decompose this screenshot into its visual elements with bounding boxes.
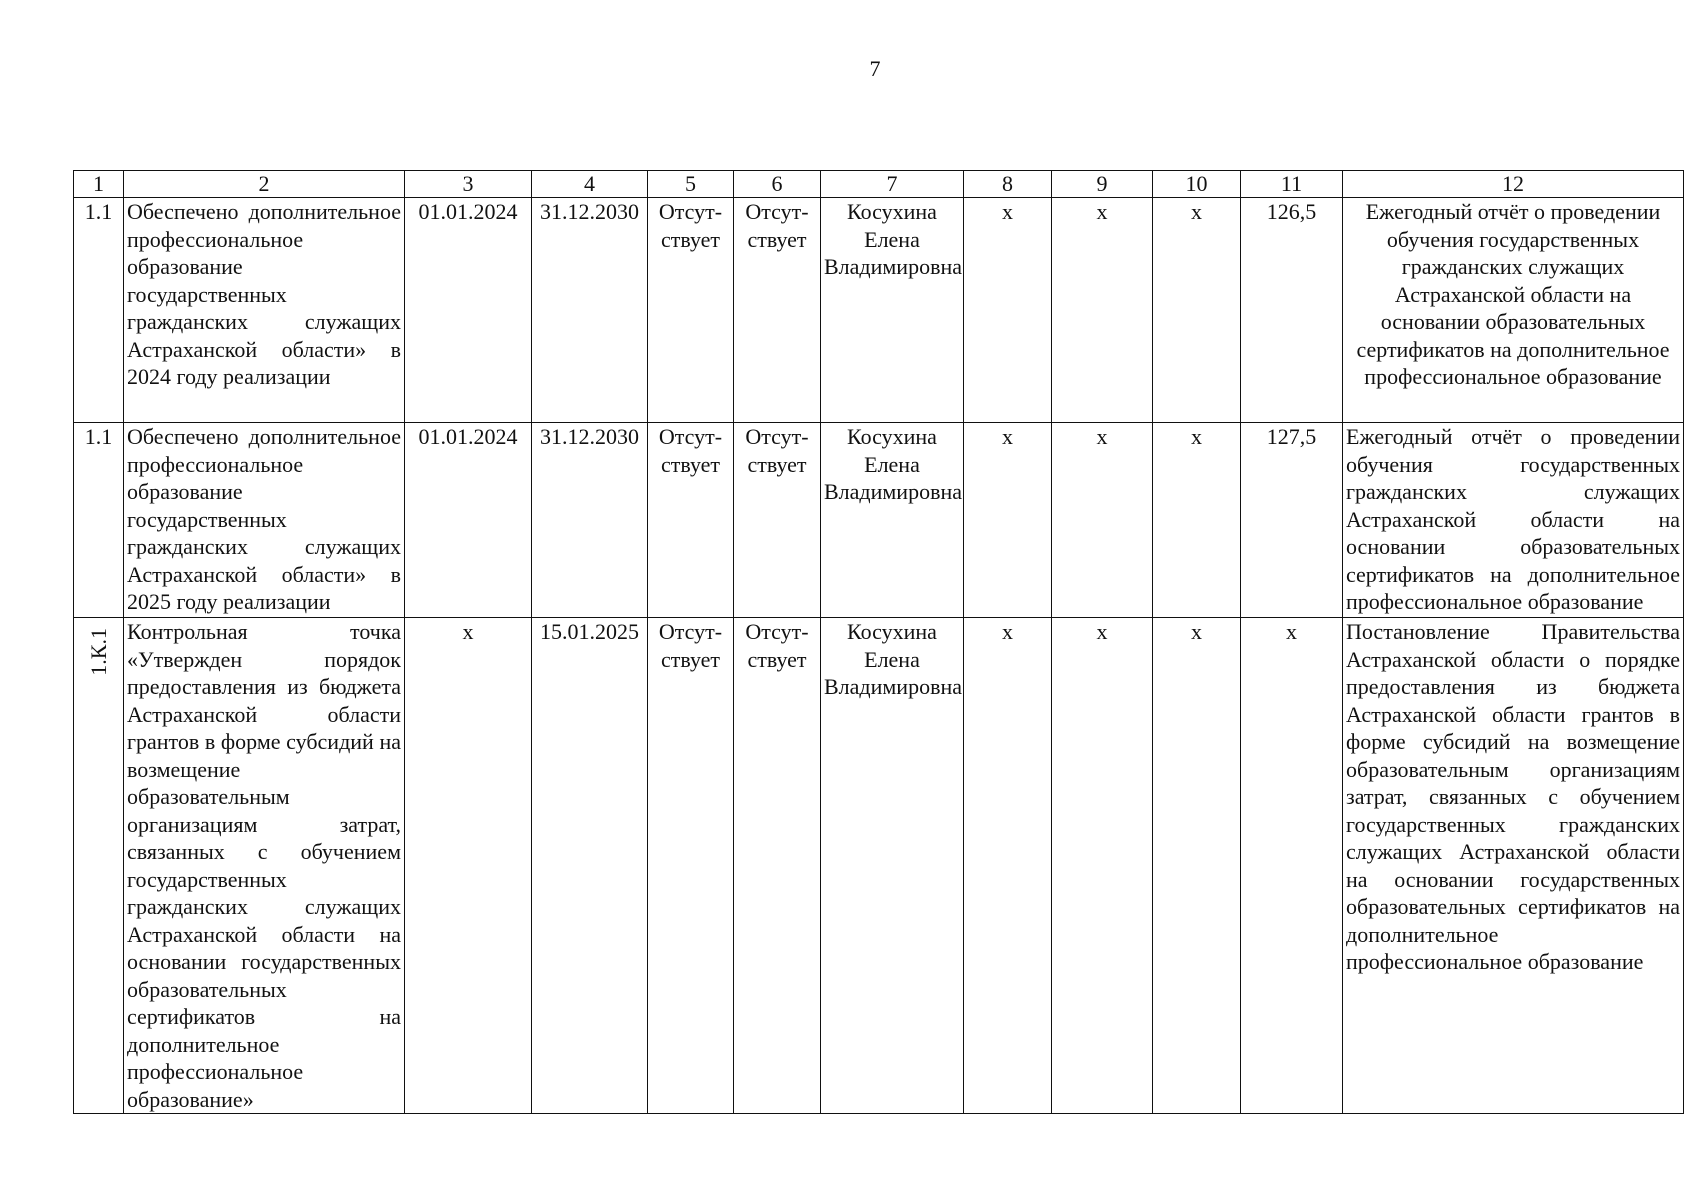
start-date: 01.01.2024: [405, 423, 532, 618]
col8-value: х: [964, 198, 1052, 423]
table-row: [74, 198, 1684, 423]
column-header: 4: [532, 171, 648, 198]
row-description: Обеспечено дополнительное профессиональное образование государственных гражданских служащих Астраханской области» в 2024 году реализации: [124, 198, 405, 423]
end-date: 15.01.2025: [532, 618, 648, 1114]
col5-value: Отсут- ствует: [648, 423, 734, 618]
col8-value: х: [964, 618, 1052, 1114]
table-row: [74, 423, 1684, 618]
result-document: Постановление Правительства Астраханской области о порядке предоставления из бюджета Астраханской области грантов в форме субсидий на возмещение образовательным организациям затрат, связанных с обучением государственных гражданских служащих Астраханской области на основании государственных образовательных сертификатов на дополнительное профессиональное образование: [1343, 618, 1684, 1114]
page-number: 7: [869, 56, 881, 81]
col11-value: х: [1241, 618, 1343, 1114]
col5-value: Отсут- ствует: [648, 618, 734, 1114]
col6-value: Отсут- ствует: [734, 618, 821, 1114]
column-header: 2: [124, 171, 405, 198]
start-date: х: [405, 618, 532, 1114]
column-header: 7: [821, 171, 964, 198]
column-header: 5: [648, 171, 734, 198]
col11-value: 126,5: [1241, 198, 1343, 423]
col9-value: х: [1052, 198, 1153, 423]
row-number: 1.1: [74, 423, 124, 618]
column-header: 11: [1241, 171, 1343, 198]
column-header: 1: [74, 171, 124, 198]
col6-value: Отсут- ствует: [734, 423, 821, 618]
responsible-person: Косухина Елена Владимировна: [821, 423, 964, 618]
end-date: 31.12.2030: [532, 423, 648, 618]
row-description: Контрольная точка «Утвержден порядок предоставления из бюджета Астраханской области грантов в форме субсидий на возмещение образовательным организациям затрат, связанных с обучением государственных гражданских служащих Астраханской области на основании государственных образовательных сертификатов на дополнительное профессиональное образование»: [124, 618, 405, 1114]
col10-value: х: [1153, 198, 1241, 423]
start-date: 01.01.2024: [405, 198, 532, 423]
row-number: 1.1: [74, 198, 124, 423]
header-row: [74, 171, 1684, 198]
col10-value: х: [1153, 618, 1241, 1114]
col9-value: х: [1052, 423, 1153, 618]
col8-value: х: [964, 423, 1052, 618]
column-header: 3: [405, 171, 532, 198]
end-date: 31.12.2030: [532, 198, 648, 423]
column-header: 8: [964, 171, 1052, 198]
row-number: 1.К.1: [85, 628, 111, 676]
column-header: 12: [1343, 171, 1684, 198]
row-description: Обеспечено дополнительное профессиональное образование государственных гражданских служащих Астраханской области» в 2025 году реализации: [124, 423, 405, 618]
responsible-person: Косухина Елена Владимировна: [821, 618, 964, 1114]
table-row: [74, 618, 1684, 1114]
result-document: Ежегодный отчёт о проведении обучения государственных гражданских служащих Астраханской области на основании образовательных сертификатов на дополнительное профессиональное образование: [1343, 423, 1684, 618]
row-number-cell: [74, 618, 124, 1114]
responsible-person: Косухина Елена Владимировна: [821, 198, 964, 423]
col9-value: х: [1052, 618, 1153, 1114]
column-header: 9: [1052, 171, 1153, 198]
col5-value: Отсут- ствует: [648, 198, 734, 423]
col10-value: х: [1153, 423, 1241, 618]
result-document: Ежегодный отчёт о проведении обучения государственных гражданских служащих Астраханской области на основании образовательных сертификатов на дополнительное профессиональное образование: [1343, 198, 1684, 423]
data-table: [73, 170, 1684, 1114]
col6-value: Отсут- ствует: [734, 198, 821, 423]
col11-value: 127,5: [1241, 423, 1343, 618]
column-header: 10: [1153, 171, 1241, 198]
column-header: 6: [734, 171, 821, 198]
